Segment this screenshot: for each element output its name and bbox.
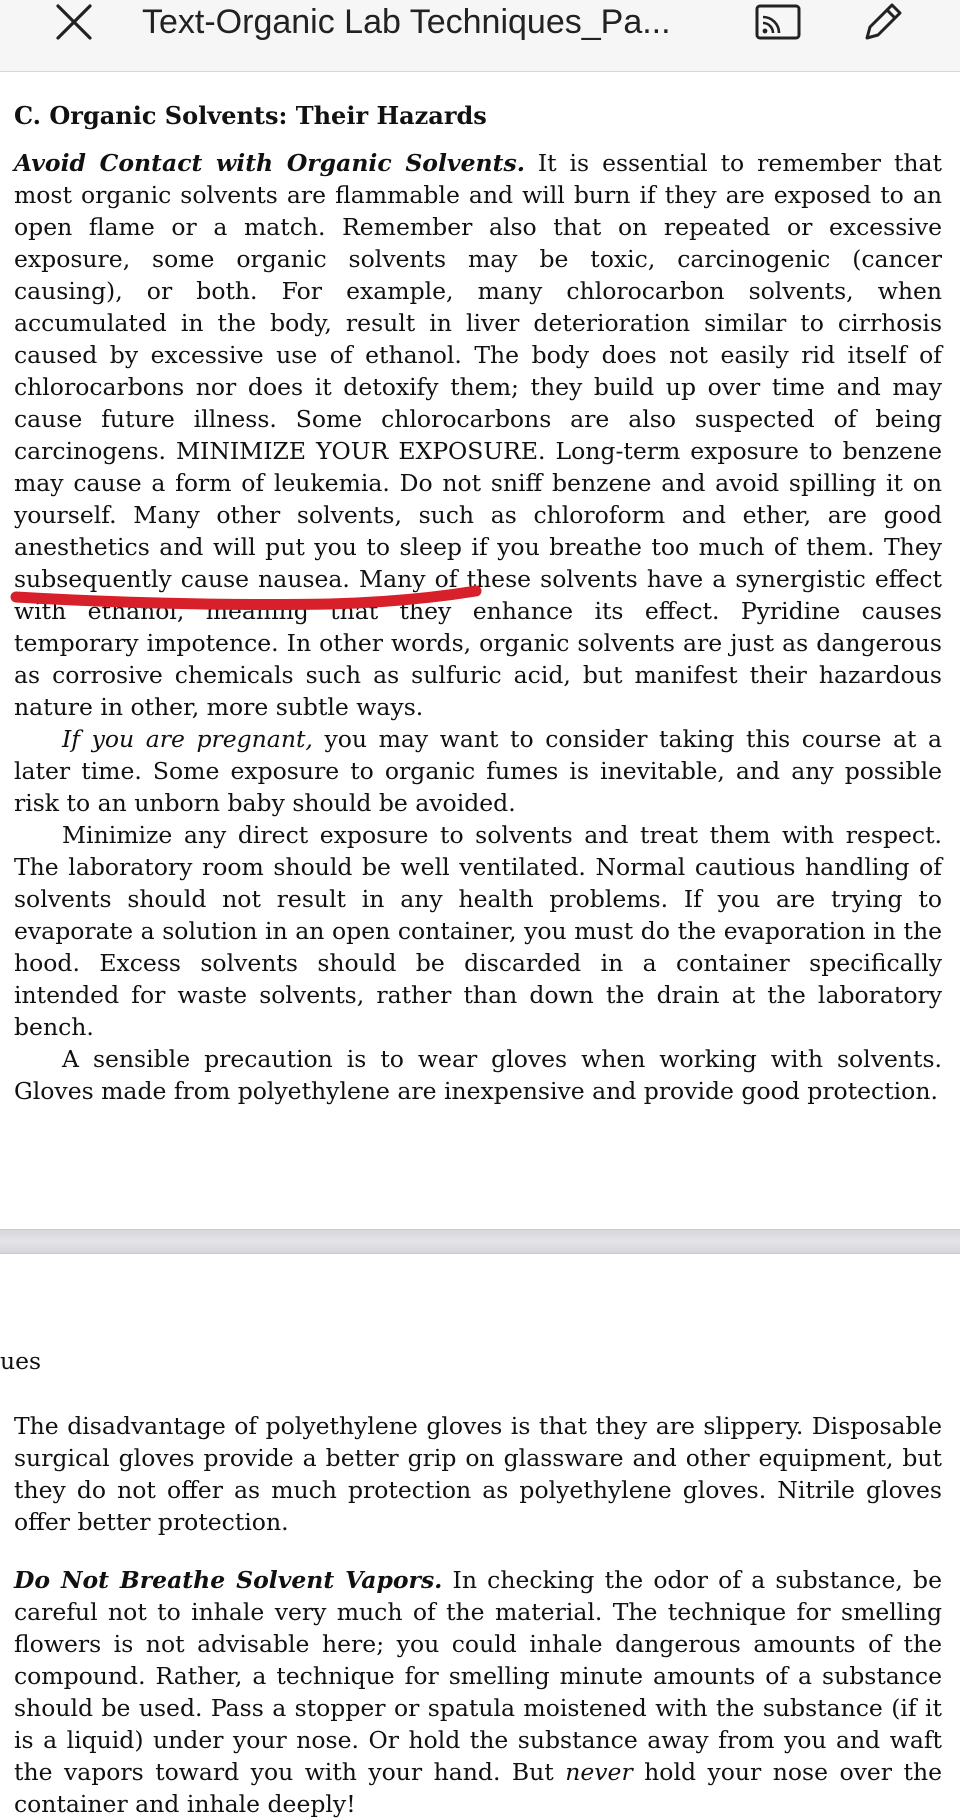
- paragraph-body: In checking the odor of a substance, be careful not to inhale very much of the material. The technique for smelling flowers is not advisable here; you could inhale dangerous amounts of the compound. Rather, a technique for smelling minute amounts of a substance should be used. Pass a stopper or spatula moistened with the substance (if it is a liquid) under your nose. Or hold the substance away from you and waft the vapors toward you with your hand. But: [14, 1566, 942, 1786]
- app-toolbar: [0, 0, 960, 72]
- running-head: ues: [0, 1347, 42, 1375]
- cast-button[interactable]: [750, 0, 806, 44]
- paragraph-lead: Avoid Contact with Organic Solvents.: [14, 149, 525, 177]
- cast-icon: [754, 3, 802, 41]
- close-button[interactable]: [48, 0, 100, 44]
- paragraph-end: hold your nose over the container and inhale deeply!: [14, 1758, 942, 1818]
- paragraph-body: you may want to consider taking this course at a later time. Some exposure to organic fumes is inevitable, and any possible risk to an unborn baby should be avoided.: [14, 725, 942, 817]
- section-heading: C. Organic Solvents: Their Hazards: [14, 101, 487, 130]
- paragraph-body: It is essential to remember that most organic solvents are flammable and will burn if they are exposed to an open flame or a match. Remember also that on repeated or excessive exposure, some organic solvents may be toxic, carcinogenic (cancer causing), or both. For example, many chlorocarbon solvents, when accumulated in the body, result in liver deterioration similar to cirrhosis caused by excessive use of ethanol. The body does not easily rid itself of chlorocarbons nor does it detoxify them; they build up over time and may cause future illness. Some chlorocarbons are also suspected of being carcinogens. MINIMIZE YOUR EXPOSURE. Long-term exposure to benzene may cause a form of leukemia. Do not sniff benzene and avoid spilling it on yourself. Many other solvents, such as chloroform and ether, are good anesthetics and will put you to sleep if you breathe too much of them. They subsequently cause nausea. Many of these solvents have a synergistic effect with ethanol, meaning that they enhance its effect. Pyridine causes temporary impotence. In other words, organic solvents are just as dangerous as corrosive chemicals such as sulfuric acid, but manifest their hazardous nature in other, more subtle ways.: [14, 149, 942, 721]
- edit-button[interactable]: [855, 0, 911, 44]
- paragraph-minimize-exposure: Minimize any direct exposure to solvents and treat them with respect. The laboratory room should be well ventilated. Normal cautious handling of solvents should not result in any health problems. If you are trying to evaporate a solution in an open container, you must do the evaporation in the hood. Excess solvents should be discarded in a container specifically intended for waste solvents, rather than down the drain at the laboratory bench.: [14, 821, 942, 1041]
- paragraph-lead: Do Not Breathe Solvent Vapors.: [14, 1566, 443, 1594]
- paragraph-gloves: A sensible precaution is to wear gloves when working with solvents. Gloves made from polyethylene are inexpensive and provide good protection.: [14, 1045, 942, 1105]
- close-icon: [54, 2, 94, 42]
- paragraph-pregnant: [14, 723, 942, 819]
- page-2-text: [14, 1410, 942, 1820]
- pencil-icon: [861, 0, 905, 44]
- document-page-1: [0, 72, 960, 1229]
- emphasis-never: never: [565, 1758, 633, 1786]
- paragraph-glove-disadvantage: The disadvantage of polyethylene gloves is that they are slippery. Disposable surgical gloves provide a better grip on glassware and other equipment, but they do not offer as much protection as polyethylene gloves. Nitrile gloves offer better protection.: [14, 1412, 942, 1536]
- page-separator: [0, 1229, 960, 1254]
- page-1-text: [14, 147, 942, 1107]
- document-title: Text-Organic Lab Techniques_Pa...: [142, 3, 671, 41]
- document-page-2: [0, 1254, 960, 1818]
- paragraph-solvent-vapors: [14, 1564, 942, 1820]
- paragraph-lead: If you are pregnant,: [62, 725, 313, 753]
- paragraph-avoid-contact: [14, 147, 942, 723]
